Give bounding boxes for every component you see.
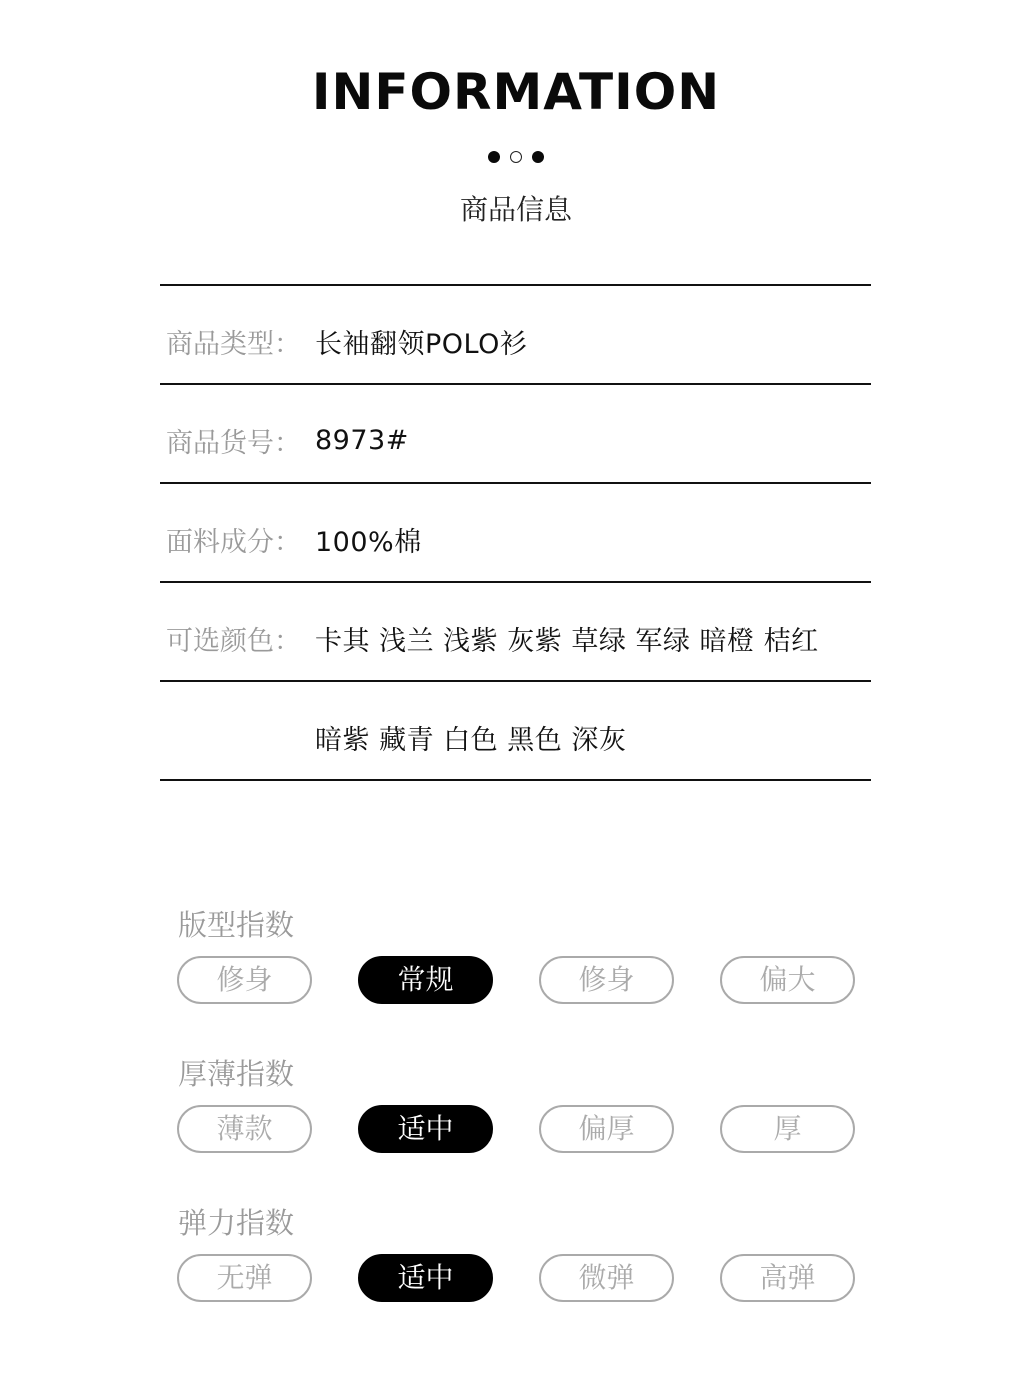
- table-divider: [160, 581, 871, 583]
- dots-divider: [0, 150, 1032, 164]
- info-value: 8973#: [315, 424, 409, 456]
- info-label: 面料成分：: [166, 526, 301, 558]
- table-divider: [160, 779, 871, 781]
- index-options-stretch: [177, 1254, 855, 1302]
- index-option[interactable]: 修身: [177, 956, 312, 1004]
- page-subtitle: 商品信息: [459, 193, 572, 226]
- info-label: 商品货号：: [166, 427, 301, 459]
- info-value: 长袖翻领POLO衫: [315, 328, 528, 360]
- info-row-fabric: [160, 490, 871, 588]
- info-row-type: [160, 292, 871, 390]
- index-option-selected[interactable]: 常规: [358, 956, 493, 1004]
- index-option-selected[interactable]: 适中: [358, 1254, 493, 1302]
- index-title-thickness: 厚薄指数: [178, 1057, 295, 1091]
- info-label: 商品类型：: [166, 328, 301, 360]
- info-row-colors-cont: [160, 688, 871, 786]
- filled-dot-icon: [488, 151, 500, 163]
- index-option-selected[interactable]: 适中: [358, 1105, 493, 1153]
- index-option[interactable]: 偏大: [720, 956, 855, 1004]
- info-value: 100%棉: [315, 526, 422, 558]
- table-divider: [160, 284, 871, 286]
- index-title-stretch: 弹力指数: [178, 1206, 295, 1240]
- index-options-thickness: [177, 1105, 855, 1153]
- index-options-fit: [177, 956, 855, 1004]
- hollow-dot-icon: [510, 151, 522, 163]
- index-title-fit: 版型指数: [178, 908, 295, 942]
- index-option[interactable]: 无弹: [177, 1254, 312, 1302]
- info-value: 暗紫 藏青 白色 黑色 深灰: [315, 724, 627, 756]
- table-divider: [160, 680, 871, 682]
- index-option[interactable]: 偏厚: [539, 1105, 674, 1153]
- index-option[interactable]: 微弹: [539, 1254, 674, 1302]
- table-divider: [160, 482, 871, 484]
- info-row-colors: [160, 589, 871, 687]
- page-title: INFORMATION: [311, 63, 721, 121]
- index-option[interactable]: 厚: [720, 1105, 855, 1153]
- index-option[interactable]: 薄款: [177, 1105, 312, 1153]
- table-divider: [160, 383, 871, 385]
- info-value: 卡其 浅兰 浅紫 灰紫 草绿 军绿 暗橙 桔红: [315, 625, 819, 657]
- info-label: 可选颜色：: [166, 625, 301, 657]
- index-option[interactable]: 修身: [539, 956, 674, 1004]
- filled-dot-icon: [532, 151, 544, 163]
- info-row-sku: [160, 391, 871, 489]
- index-option[interactable]: 高弹: [720, 1254, 855, 1302]
